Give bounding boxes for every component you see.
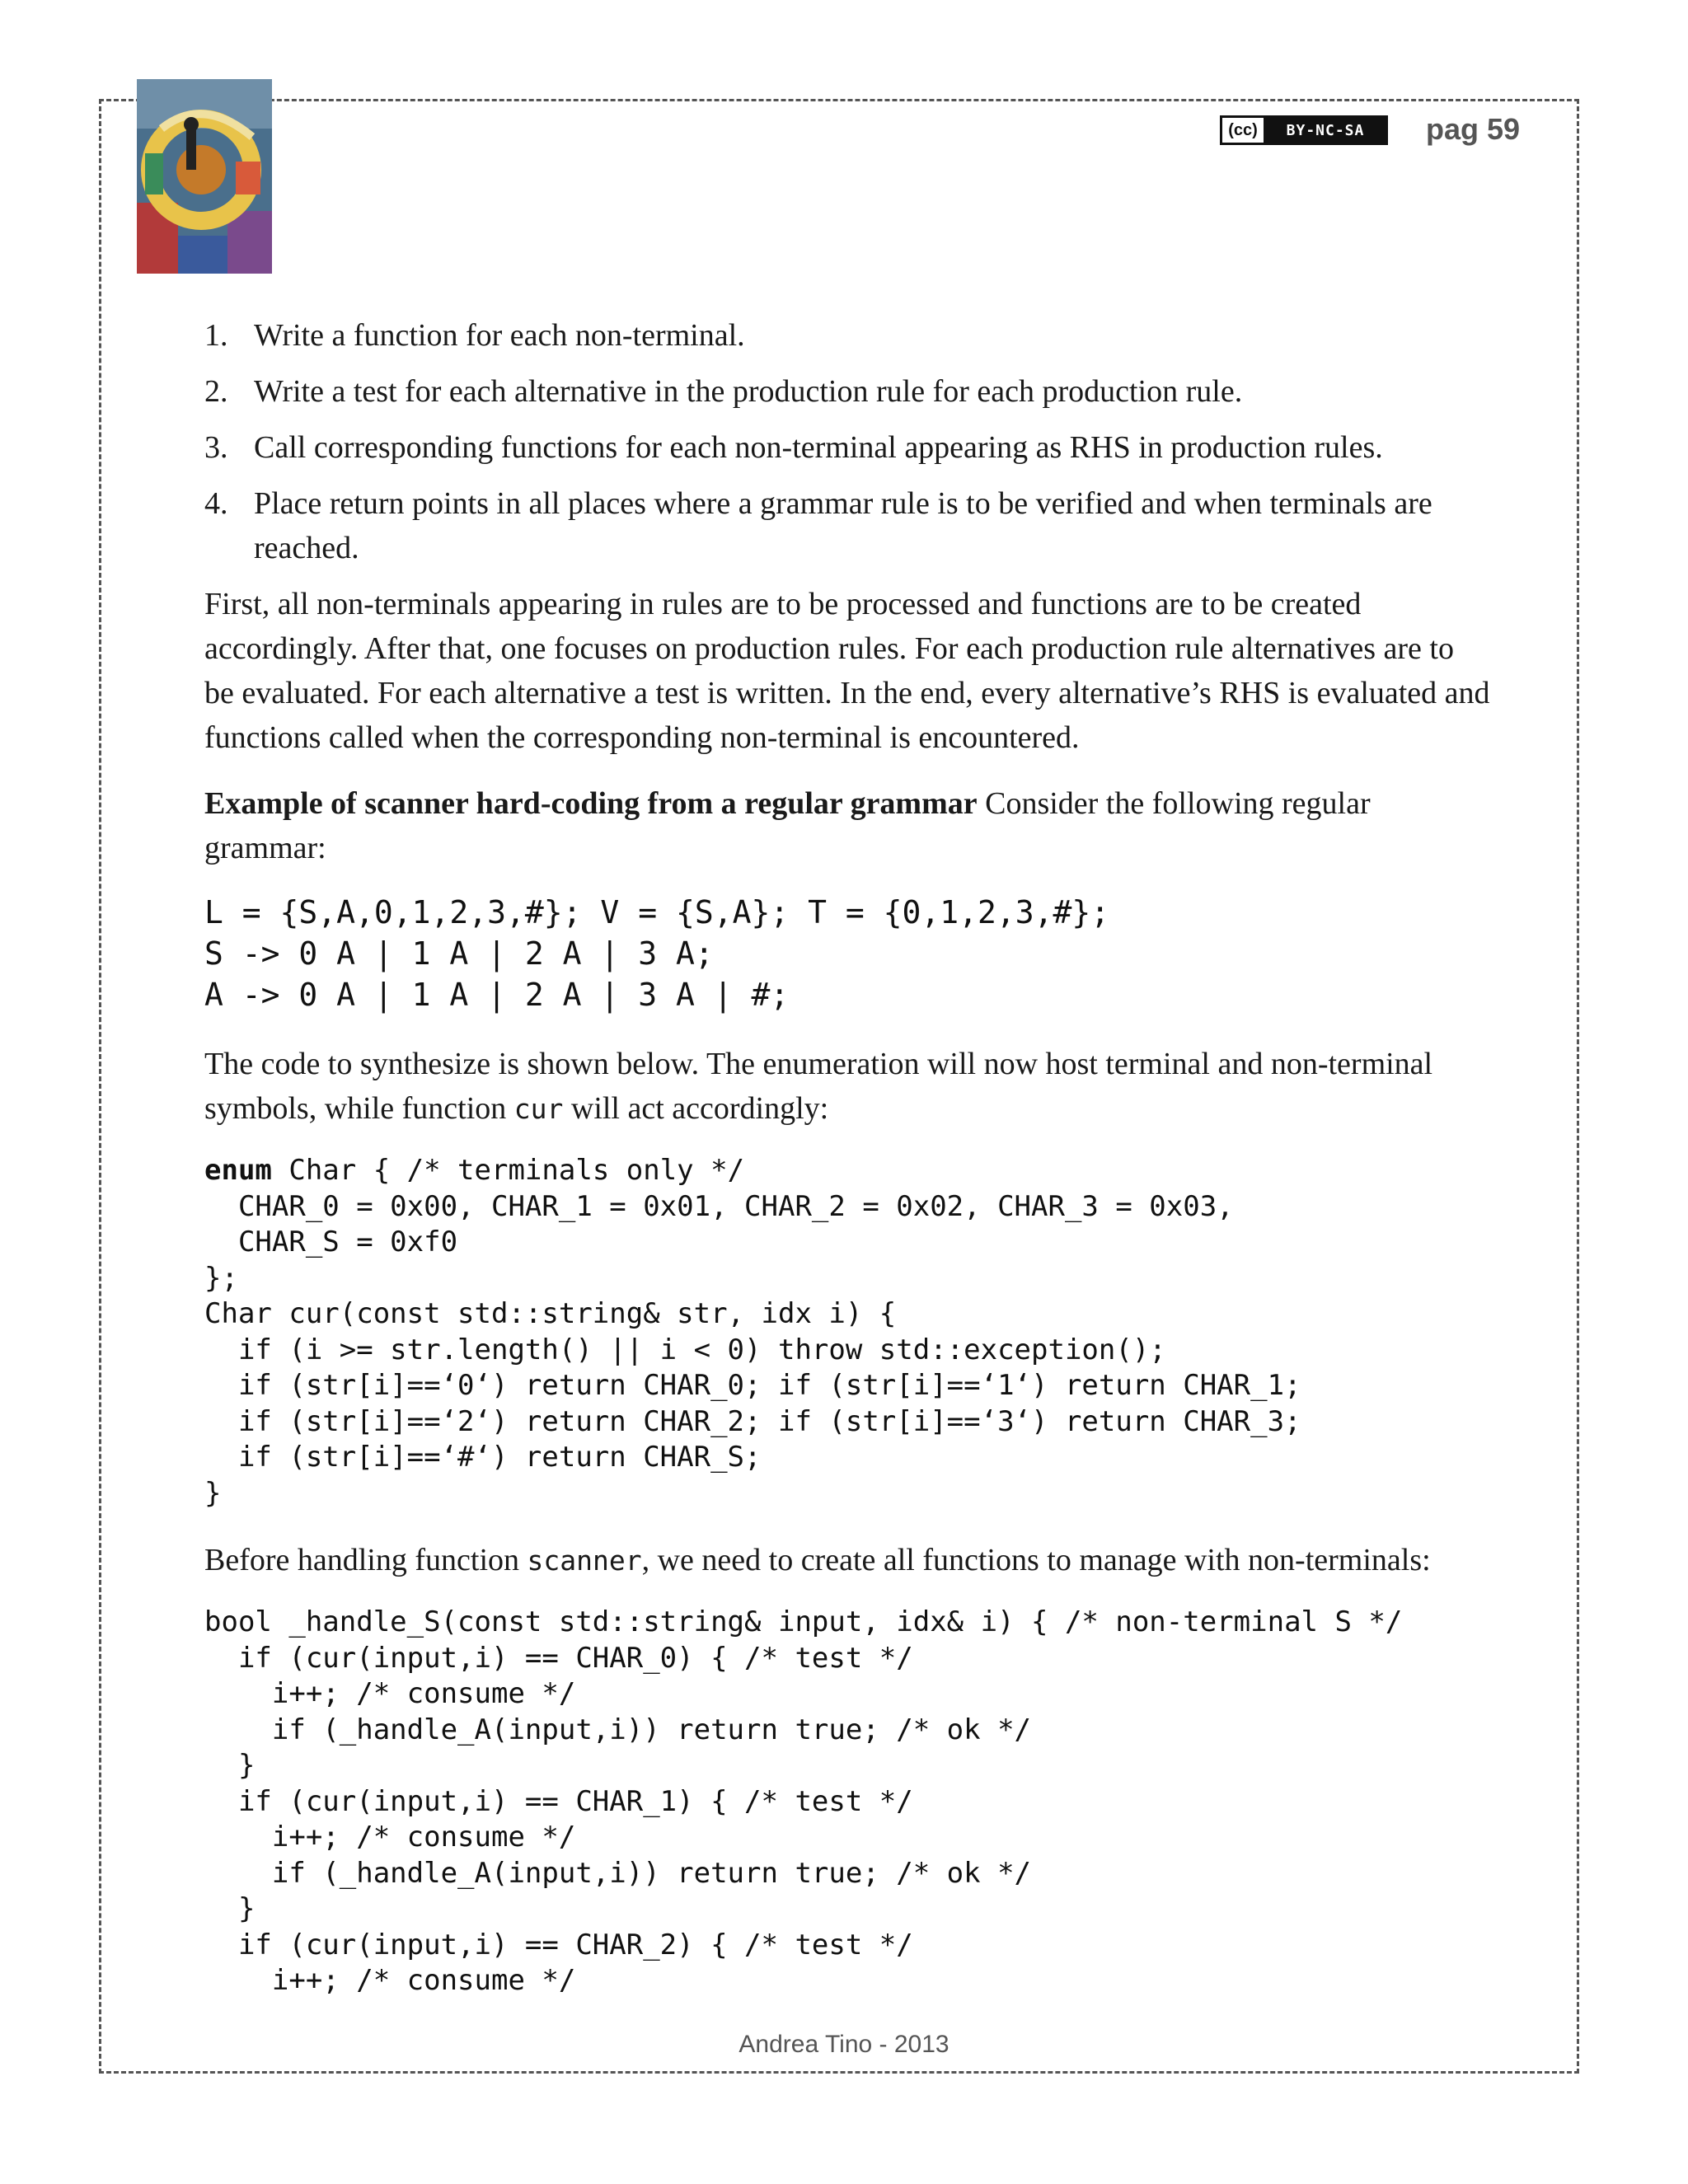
grammar-block — [204, 892, 1490, 1015]
code-line: if (_handle_A(input,i)) return true; /* ok */ — [204, 1713, 1032, 1746]
code-line: if (cur(input,i) == CHAR_0) { /* test */ — [204, 1641, 913, 1675]
page-number: pag 59 — [1426, 112, 1521, 146]
code-line: } — [204, 1749, 256, 1782]
para-text: will act accordingly: — [563, 1091, 829, 1126]
list-text: Place return points in all places where a grammar rule is to be verified and when terminals are reached. — [254, 486, 1432, 565]
grammar-line: A -> 0 A | 1 A | 2 A | 3 A | #; — [204, 977, 790, 1013]
example-heading: Example of scanner hard-coding from a regular grammar — [204, 786, 978, 821]
steps-list — [204, 313, 1490, 570]
code-line: bool _handle_S(const std::string& input, idx& i) { /* non-terminal S */ — [204, 1605, 1403, 1638]
footer-author: Andrea Tino - 2013 — [738, 2031, 950, 2058]
code-line: } — [204, 1476, 222, 1510]
paragraph-code-intro — [204, 1042, 1490, 1132]
example-text: Consider the following regular grammar: — [204, 786, 1371, 865]
code-line: if (cur(input,i) == CHAR_2) { /* test */ — [204, 1928, 913, 1961]
list-item — [204, 425, 1490, 470]
list-text: Call corresponding functions for each non-terminal appearing as RHS in production rules. — [254, 430, 1383, 465]
list-text: Write a function for each non-terminal. — [254, 318, 745, 353]
code-line: i++; /* consume */ — [204, 1964, 576, 1997]
code-line: if (i >= str.length() || i < 0) throw std::exception(); — [204, 1333, 1166, 1366]
list-number: 2. — [204, 374, 228, 409]
list-number: 1. — [204, 318, 228, 353]
para-text: Before handling function — [204, 1543, 528, 1577]
list-item — [204, 481, 1490, 570]
inline-code: cur — [513, 1093, 564, 1125]
code-line: i++; /* consume */ — [204, 1821, 576, 1854]
page-content — [204, 313, 1490, 2026]
code-line: if (_handle_A(input,i)) return true; /* ok */ — [204, 1856, 1032, 1890]
code-line: }; — [204, 1261, 238, 1295]
license-label: BY-NC-SA — [1265, 118, 1386, 143]
license-badge — [1220, 115, 1388, 145]
code-line: if (cur(input,i) == CHAR_1) { /* test */ — [204, 1784, 913, 1818]
para-text: The code to synthesize is shown below. The enumeration will now host terminal and non-terminal symbols, while function — [204, 1047, 1433, 1126]
code-keyword: enum — [204, 1154, 272, 1187]
code-line: if (str[i]==‘2‘) return CHAR_2; if (str[i]==‘3‘) return CHAR_3; — [204, 1404, 1301, 1438]
grammar-line: S -> 0 A | 1 A | 2 A | 3 A; — [204, 935, 714, 972]
code-block-cur — [204, 1153, 1490, 1511]
code-line: if (str[i]==‘0‘) return CHAR_0; if (str[i]==‘1‘) return CHAR_1; — [204, 1369, 1301, 1402]
list-item — [204, 313, 1490, 358]
cover-thumbnail — [137, 79, 272, 274]
para-text: , we need to create all functions to manage with non-terminals: — [641, 1543, 1431, 1577]
list-item — [204, 369, 1490, 414]
paragraph-scanner — [204, 1538, 1490, 1583]
grammar-line: L = {S,A,0,1,2,3,#}; V = {S,A}; T = {0,1,2,3,#}; — [204, 894, 1110, 930]
paragraph-intro: First, all non-terminals appearing in rules are to be processed and functions are to be created accordingly. After that, one focuses on production rules. For each production rule alternatives are to be evaluated. For each alternative a test is written. In the end, every alternative’s RHS is evaluated and functions called when the corresponding non-terminal is encountered. — [204, 587, 1490, 755]
code-line: Char cur(const std::string& str, idx i) { — [204, 1297, 897, 1330]
code-line: if (str[i]==‘#‘) return CHAR_S; — [204, 1441, 762, 1474]
list-number: 4. — [204, 486, 228, 521]
cc-icon: (cc) — [1222, 118, 1265, 143]
code-line: Char { /* terminals only */ — [271, 1154, 745, 1187]
code-line: CHAR_0 = 0x00, CHAR_1 = 0x01, CHAR_2 = 0x02, CHAR_3 = 0x03, — [204, 1189, 1234, 1223]
inline-code: scanner — [527, 1544, 642, 1577]
code-line: CHAR_S = 0xf0 — [204, 1226, 458, 1258]
paragraph-example — [204, 781, 1490, 870]
code-block-handle-s — [204, 1605, 1490, 1999]
code-line: i++; /* consume */ — [204, 1677, 576, 1710]
list-number: 3. — [204, 430, 228, 465]
code-line: } — [204, 1892, 256, 1925]
list-text: Write a test for each alternative in the production rule for each production rule. — [254, 374, 1243, 409]
